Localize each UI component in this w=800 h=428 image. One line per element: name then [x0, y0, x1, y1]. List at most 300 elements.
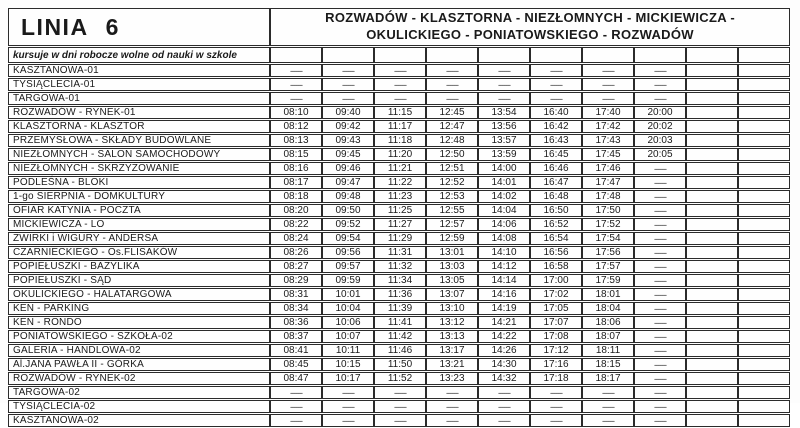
no-service-cell: ------ — [374, 92, 426, 105]
empty-cell — [686, 78, 738, 91]
no-service-cell: ------ — [634, 176, 686, 189]
no-service-cell: ------ — [426, 64, 478, 77]
time-cell: 08:22 — [270, 218, 322, 231]
empty-cell — [738, 134, 790, 147]
time-cell: 14:30 — [478, 358, 530, 371]
table-row — [8, 260, 790, 273]
time-cell: 08:47 — [270, 372, 322, 385]
time-cell: 09:50 — [322, 204, 374, 217]
no-service-cell: ------ — [634, 344, 686, 357]
time-cell: 10:01 — [322, 288, 374, 301]
stop-name-cell: 1-go SIERPNIA - DOMKULTURY — [8, 190, 270, 203]
table-row — [8, 148, 790, 161]
empty-cell — [686, 400, 738, 413]
empty-cell — [738, 204, 790, 217]
empty-cell — [686, 148, 738, 161]
time-cell: 09:56 — [322, 246, 374, 259]
time-cell: 09:48 — [322, 190, 374, 203]
empty-cell — [478, 47, 530, 63]
time-cell: 08:12 — [270, 120, 322, 133]
time-cell: 17:02 — [530, 288, 582, 301]
stop-name-cell: KASZTANOWA-01 — [8, 64, 270, 77]
time-cell: 08:10 — [270, 106, 322, 119]
empty-cell — [686, 92, 738, 105]
line-number-title: LINIA 6 — [8, 8, 270, 46]
empty-cell — [686, 218, 738, 231]
empty-cell — [686, 358, 738, 371]
time-cell: 18:04 — [582, 302, 634, 315]
table-row — [8, 106, 790, 119]
no-service-cell: ------ — [426, 386, 478, 399]
stop-name-cell: PONIATOWSKIEGO - SZKOŁA-02 — [8, 330, 270, 343]
empty-cell — [686, 274, 738, 287]
stop-name-cell: ŻWIRKI i WIGURY - ANDERSA — [8, 232, 270, 245]
time-cell: 09:47 — [322, 176, 374, 189]
empty-cell — [322, 47, 374, 63]
time-cell: 17:40 — [582, 106, 634, 119]
table-row — [8, 92, 790, 105]
stop-name-cell: OFIAR KATYNIA - POCZTA — [8, 204, 270, 217]
time-cell: 14:22 — [478, 330, 530, 343]
no-service-cell: ------ — [530, 400, 582, 413]
no-service-cell: ------ — [478, 386, 530, 399]
time-cell: 13:03 — [426, 260, 478, 273]
time-cell: 10:17 — [322, 372, 374, 385]
time-cell: 09:52 — [322, 218, 374, 231]
time-cell: 11:46 — [374, 344, 426, 357]
table-row — [8, 274, 790, 287]
time-cell: 10:15 — [322, 358, 374, 371]
table-row — [8, 218, 790, 231]
no-service-cell: ------ — [634, 358, 686, 371]
no-service-cell: ------ — [582, 92, 634, 105]
time-cell: 14:32 — [478, 372, 530, 385]
time-cell: 11:34 — [374, 274, 426, 287]
empty-cell — [738, 414, 790, 427]
no-service-cell: ------ — [322, 386, 374, 399]
time-cell: 20:02 — [634, 120, 686, 133]
empty-cell — [738, 218, 790, 231]
time-cell: 08:34 — [270, 302, 322, 315]
time-cell: 17:50 — [582, 204, 634, 217]
no-service-cell: ------ — [322, 414, 374, 427]
empty-cell — [686, 386, 738, 399]
time-cell: 17:56 — [582, 246, 634, 259]
time-cell: 13:01 — [426, 246, 478, 259]
time-cell: 18:17 — [582, 372, 634, 385]
time-cell: 17:18 — [530, 372, 582, 385]
time-cell: 13:59 — [478, 148, 530, 161]
no-service-cell: ------ — [426, 414, 478, 427]
time-cell: 09:54 — [322, 232, 374, 245]
time-cell: 10:06 — [322, 316, 374, 329]
time-cell: 11:23 — [374, 190, 426, 203]
stop-name-cell: TARGOWA-01 — [8, 92, 270, 105]
table-row — [8, 414, 790, 427]
empty-cell — [686, 134, 738, 147]
empty-cell — [738, 400, 790, 413]
time-cell: 11:15 — [374, 106, 426, 119]
service-note: kursuje w dni robocze wolne od nauki w szkole — [8, 47, 270, 63]
time-cell: 14:06 — [478, 218, 530, 231]
empty-cell — [738, 288, 790, 301]
empty-cell — [738, 246, 790, 259]
no-service-cell: ------ — [374, 64, 426, 77]
time-cell: 13:54 — [478, 106, 530, 119]
time-cell: 12:59 — [426, 232, 478, 245]
table-row — [8, 358, 790, 371]
time-cell: 09:46 — [322, 162, 374, 175]
time-cell: 12:48 — [426, 134, 478, 147]
time-cell: 08:29 — [270, 274, 322, 287]
time-cell: 11:21 — [374, 162, 426, 175]
time-cell: 16:40 — [530, 106, 582, 119]
time-cell: 10:07 — [322, 330, 374, 343]
no-service-cell: ------ — [634, 64, 686, 77]
no-service-cell: ------ — [270, 92, 322, 105]
time-cell: 17:46 — [582, 162, 634, 175]
time-cell: 13:10 — [426, 302, 478, 315]
time-cell: 12:52 — [426, 176, 478, 189]
time-cell: 12:51 — [426, 162, 478, 175]
empty-cell — [686, 176, 738, 189]
empty-cell — [738, 302, 790, 315]
empty-cell — [738, 120, 790, 133]
time-cell: 08:26 — [270, 246, 322, 259]
no-service-cell: ------ — [270, 400, 322, 413]
time-cell: 14:10 — [478, 246, 530, 259]
time-cell: 11:39 — [374, 302, 426, 315]
stop-name-cell: NIEZŁOMNYCH - SKRZYŻOWANIE — [8, 162, 270, 175]
no-service-cell: ------ — [634, 386, 686, 399]
empty-cell — [738, 47, 790, 63]
time-cell: 16:48 — [530, 190, 582, 203]
time-cell: 08:16 — [270, 162, 322, 175]
time-cell: 16:45 — [530, 148, 582, 161]
time-cell: 11:29 — [374, 232, 426, 245]
time-cell: 12:47 — [426, 120, 478, 133]
table-row — [8, 232, 790, 245]
empty-cell — [738, 92, 790, 105]
stop-name-cell: CZARNIECKIEGO - Os.FLISAKÓW — [8, 246, 270, 259]
no-service-cell: ------ — [530, 78, 582, 91]
stop-name-cell: GALERIA - HANDLOWA-02 — [8, 344, 270, 357]
time-cell: 11:27 — [374, 218, 426, 231]
no-service-cell: ------ — [478, 78, 530, 91]
empty-cell — [738, 148, 790, 161]
no-service-cell: ------ — [478, 414, 530, 427]
time-cell: 09:40 — [322, 106, 374, 119]
stop-name-cell: TARGOWA-02 — [8, 386, 270, 399]
time-cell: 14:19 — [478, 302, 530, 315]
time-cell: 14:01 — [478, 176, 530, 189]
table-row — [8, 302, 790, 315]
time-cell: 11:32 — [374, 260, 426, 273]
no-service-cell: ------ — [582, 400, 634, 413]
time-cell: 17:54 — [582, 232, 634, 245]
empty-cell — [270, 47, 322, 63]
time-cell: 11:31 — [374, 246, 426, 259]
empty-cell — [738, 190, 790, 203]
no-service-cell: ------ — [322, 78, 374, 91]
time-cell: 10:11 — [322, 344, 374, 357]
time-cell: 16:54 — [530, 232, 582, 245]
stop-name-cell: KASZTANOWA-02 — [8, 414, 270, 427]
time-cell: 13:23 — [426, 372, 478, 385]
time-cell: 11:41 — [374, 316, 426, 329]
time-cell: 14:04 — [478, 204, 530, 217]
time-cell: 12:45 — [426, 106, 478, 119]
time-cell: 12:55 — [426, 204, 478, 217]
table-row — [8, 176, 790, 189]
time-cell: 17:12 — [530, 344, 582, 357]
time-cell: 17:48 — [582, 190, 634, 203]
time-cell: 16:46 — [530, 162, 582, 175]
time-cell: 13:05 — [426, 274, 478, 287]
title-row — [8, 8, 790, 46]
no-service-cell: ------ — [322, 92, 374, 105]
time-cell: 16:47 — [530, 176, 582, 189]
table-row — [8, 204, 790, 217]
no-service-cell: ------ — [322, 64, 374, 77]
table-row — [8, 372, 790, 385]
empty-cell — [686, 204, 738, 217]
no-service-cell: ------ — [270, 386, 322, 399]
time-cell: 11:18 — [374, 134, 426, 147]
no-service-cell: ------ — [634, 372, 686, 385]
empty-cell — [686, 162, 738, 175]
no-service-cell: ------ — [270, 414, 322, 427]
empty-cell — [686, 47, 738, 63]
time-cell: 13:12 — [426, 316, 478, 329]
time-cell: 08:20 — [270, 204, 322, 217]
no-service-cell: ------ — [270, 78, 322, 91]
time-cell: 08:31 — [270, 288, 322, 301]
no-service-cell: ------ — [634, 302, 686, 315]
table-row — [8, 386, 790, 399]
time-cell: 17:43 — [582, 134, 634, 147]
time-cell: 11:22 — [374, 176, 426, 189]
empty-cell — [686, 316, 738, 329]
time-cell: 17:47 — [582, 176, 634, 189]
no-service-cell: ------ — [582, 414, 634, 427]
time-cell: 08:17 — [270, 176, 322, 189]
time-cell: 11:20 — [374, 148, 426, 161]
empty-cell — [686, 120, 738, 133]
empty-cell — [686, 232, 738, 245]
empty-cell — [738, 64, 790, 77]
time-cell: 11:25 — [374, 204, 426, 217]
no-service-cell: ------ — [270, 64, 322, 77]
empty-cell — [686, 344, 738, 357]
time-cell: 09:59 — [322, 274, 374, 287]
empty-cell — [686, 260, 738, 273]
time-cell: 16:42 — [530, 120, 582, 133]
time-cell: 18:06 — [582, 316, 634, 329]
time-cell: 17:45 — [582, 148, 634, 161]
empty-cell — [738, 78, 790, 91]
empty-cell — [686, 330, 738, 343]
no-service-cell: ------ — [374, 386, 426, 399]
time-cell: 17:57 — [582, 260, 634, 273]
time-cell: 16:56 — [530, 246, 582, 259]
empty-cell — [686, 190, 738, 203]
empty-cell — [530, 47, 582, 63]
no-service-cell: ------ — [426, 400, 478, 413]
no-service-cell: ------ — [374, 78, 426, 91]
service-note-row — [8, 47, 790, 63]
table-row — [8, 344, 790, 357]
time-cell: 08:15 — [270, 148, 322, 161]
time-cell: 16:43 — [530, 134, 582, 147]
empty-cell — [738, 106, 790, 119]
time-cell: 08:36 — [270, 316, 322, 329]
no-service-cell: ------ — [582, 78, 634, 91]
time-cell: 12:57 — [426, 218, 478, 231]
table-row — [8, 400, 790, 413]
table-row — [8, 120, 790, 133]
stop-name-cell: MICKIEWICZA - LO — [8, 218, 270, 231]
empty-cell — [738, 176, 790, 189]
route-line-2: OKULICKIEGO - PONIATOWSKIEGO - ROZWADÓW — [366, 27, 694, 42]
no-service-cell: ------ — [478, 92, 530, 105]
stop-name-cell: ROZWADÓW - RYNEK-02 — [8, 372, 270, 385]
time-cell: 13:17 — [426, 344, 478, 357]
no-service-cell: ------ — [530, 64, 582, 77]
empty-cell — [738, 330, 790, 343]
time-cell: 16:58 — [530, 260, 582, 273]
time-cell: 18:15 — [582, 358, 634, 371]
time-cell: 14:14 — [478, 274, 530, 287]
table-row — [8, 316, 790, 329]
empty-cell — [686, 302, 738, 315]
time-cell: 14:00 — [478, 162, 530, 175]
time-cell: 08:24 — [270, 232, 322, 245]
stop-name-cell: TYSIĄCLECIA-02 — [8, 400, 270, 413]
time-cell: 11:52 — [374, 372, 426, 385]
time-cell: 12:53 — [426, 190, 478, 203]
table-row — [8, 190, 790, 203]
time-cell: 17:08 — [530, 330, 582, 343]
time-cell: 09:45 — [322, 148, 374, 161]
time-cell: 08:37 — [270, 330, 322, 343]
empty-cell — [634, 47, 686, 63]
time-cell: 14:08 — [478, 232, 530, 245]
empty-cell — [686, 414, 738, 427]
table-row — [8, 246, 790, 259]
route-title — [270, 8, 790, 46]
table-row — [8, 162, 790, 175]
stop-name-cell: TYSIĄCLECIA-01 — [8, 78, 270, 91]
time-cell: 17:42 — [582, 120, 634, 133]
no-service-cell: ------ — [634, 260, 686, 273]
empty-cell — [738, 162, 790, 175]
no-service-cell: ------ — [634, 400, 686, 413]
no-service-cell: ------ — [634, 78, 686, 91]
time-cell: 08:18 — [270, 190, 322, 203]
time-cell: 13:57 — [478, 134, 530, 147]
no-service-cell: ------ — [634, 162, 686, 175]
no-service-cell: ------ — [634, 274, 686, 287]
no-service-cell: ------ — [530, 386, 582, 399]
no-service-cell: ------ — [634, 246, 686, 259]
no-service-cell: ------ — [530, 92, 582, 105]
route-line-1: ROZWADÓW - KLASZTORNA - NIEZŁOMNYCH - MICKIEWICZA - — [325, 10, 735, 26]
table-row — [8, 64, 790, 77]
no-service-cell: ------ — [582, 64, 634, 77]
empty-cell — [738, 232, 790, 245]
stop-name-cell: KLASZTORNA - KLASZTOR — [8, 120, 270, 133]
timetable — [8, 7, 790, 428]
empty-cell — [738, 260, 790, 273]
time-cell: 13:13 — [426, 330, 478, 343]
no-service-cell: ------ — [426, 92, 478, 105]
empty-cell — [686, 288, 738, 301]
time-cell: 17:07 — [530, 316, 582, 329]
stop-name-cell: NIEZŁOMNYCH - SALON SAMOCHODOWY — [8, 148, 270, 161]
empty-cell — [582, 47, 634, 63]
stop-name-cell: KEN - PARKING — [8, 302, 270, 315]
stop-name-cell: PODLEŚNA - BLOKI — [8, 176, 270, 189]
no-service-cell: ------ — [634, 330, 686, 343]
time-cell: 13:07 — [426, 288, 478, 301]
no-service-cell: ------ — [634, 190, 686, 203]
empty-cell — [686, 372, 738, 385]
time-cell: 08:13 — [270, 134, 322, 147]
no-service-cell: ------ — [478, 64, 530, 77]
empty-cell — [426, 47, 478, 63]
table-row — [8, 288, 790, 301]
empty-cell — [738, 316, 790, 329]
time-cell: 17:00 — [530, 274, 582, 287]
time-cell: 12:50 — [426, 148, 478, 161]
empty-cell — [686, 64, 738, 77]
table-row — [8, 330, 790, 343]
no-service-cell: ------ — [634, 218, 686, 231]
time-cell: 09:42 — [322, 120, 374, 133]
no-service-cell: ------ — [374, 414, 426, 427]
no-service-cell: ------ — [582, 386, 634, 399]
no-service-cell: ------ — [530, 414, 582, 427]
empty-cell — [738, 344, 790, 357]
no-service-cell: ------ — [478, 400, 530, 413]
empty-cell — [686, 106, 738, 119]
no-service-cell: ------ — [634, 92, 686, 105]
time-cell: 08:27 — [270, 260, 322, 273]
time-cell: 16:52 — [530, 218, 582, 231]
stop-name-cell: ROZWADÓW - RYNEK-01 — [8, 106, 270, 119]
no-service-cell: ------ — [634, 316, 686, 329]
time-cell: 13:21 — [426, 358, 478, 371]
time-cell: 14:12 — [478, 260, 530, 273]
time-cell: 11:36 — [374, 288, 426, 301]
time-cell: 18:07 — [582, 330, 634, 343]
time-cell: 20:03 — [634, 134, 686, 147]
time-cell: 17:16 — [530, 358, 582, 371]
time-cell: 11:42 — [374, 330, 426, 343]
no-service-cell: ------ — [634, 414, 686, 427]
time-cell: 09:43 — [322, 134, 374, 147]
time-cell: 14:21 — [478, 316, 530, 329]
time-cell: 09:57 — [322, 260, 374, 273]
stop-name-cell: OKULICKIEGO - HALATARGOWA — [8, 288, 270, 301]
stop-name-cell: POPIEŁUSZKI - BAZYLIKA — [8, 260, 270, 273]
time-cell: 13:56 — [478, 120, 530, 133]
time-cell: 10:04 — [322, 302, 374, 315]
table-row — [8, 134, 790, 147]
no-service-cell: ------ — [374, 400, 426, 413]
time-cell: 17:59 — [582, 274, 634, 287]
